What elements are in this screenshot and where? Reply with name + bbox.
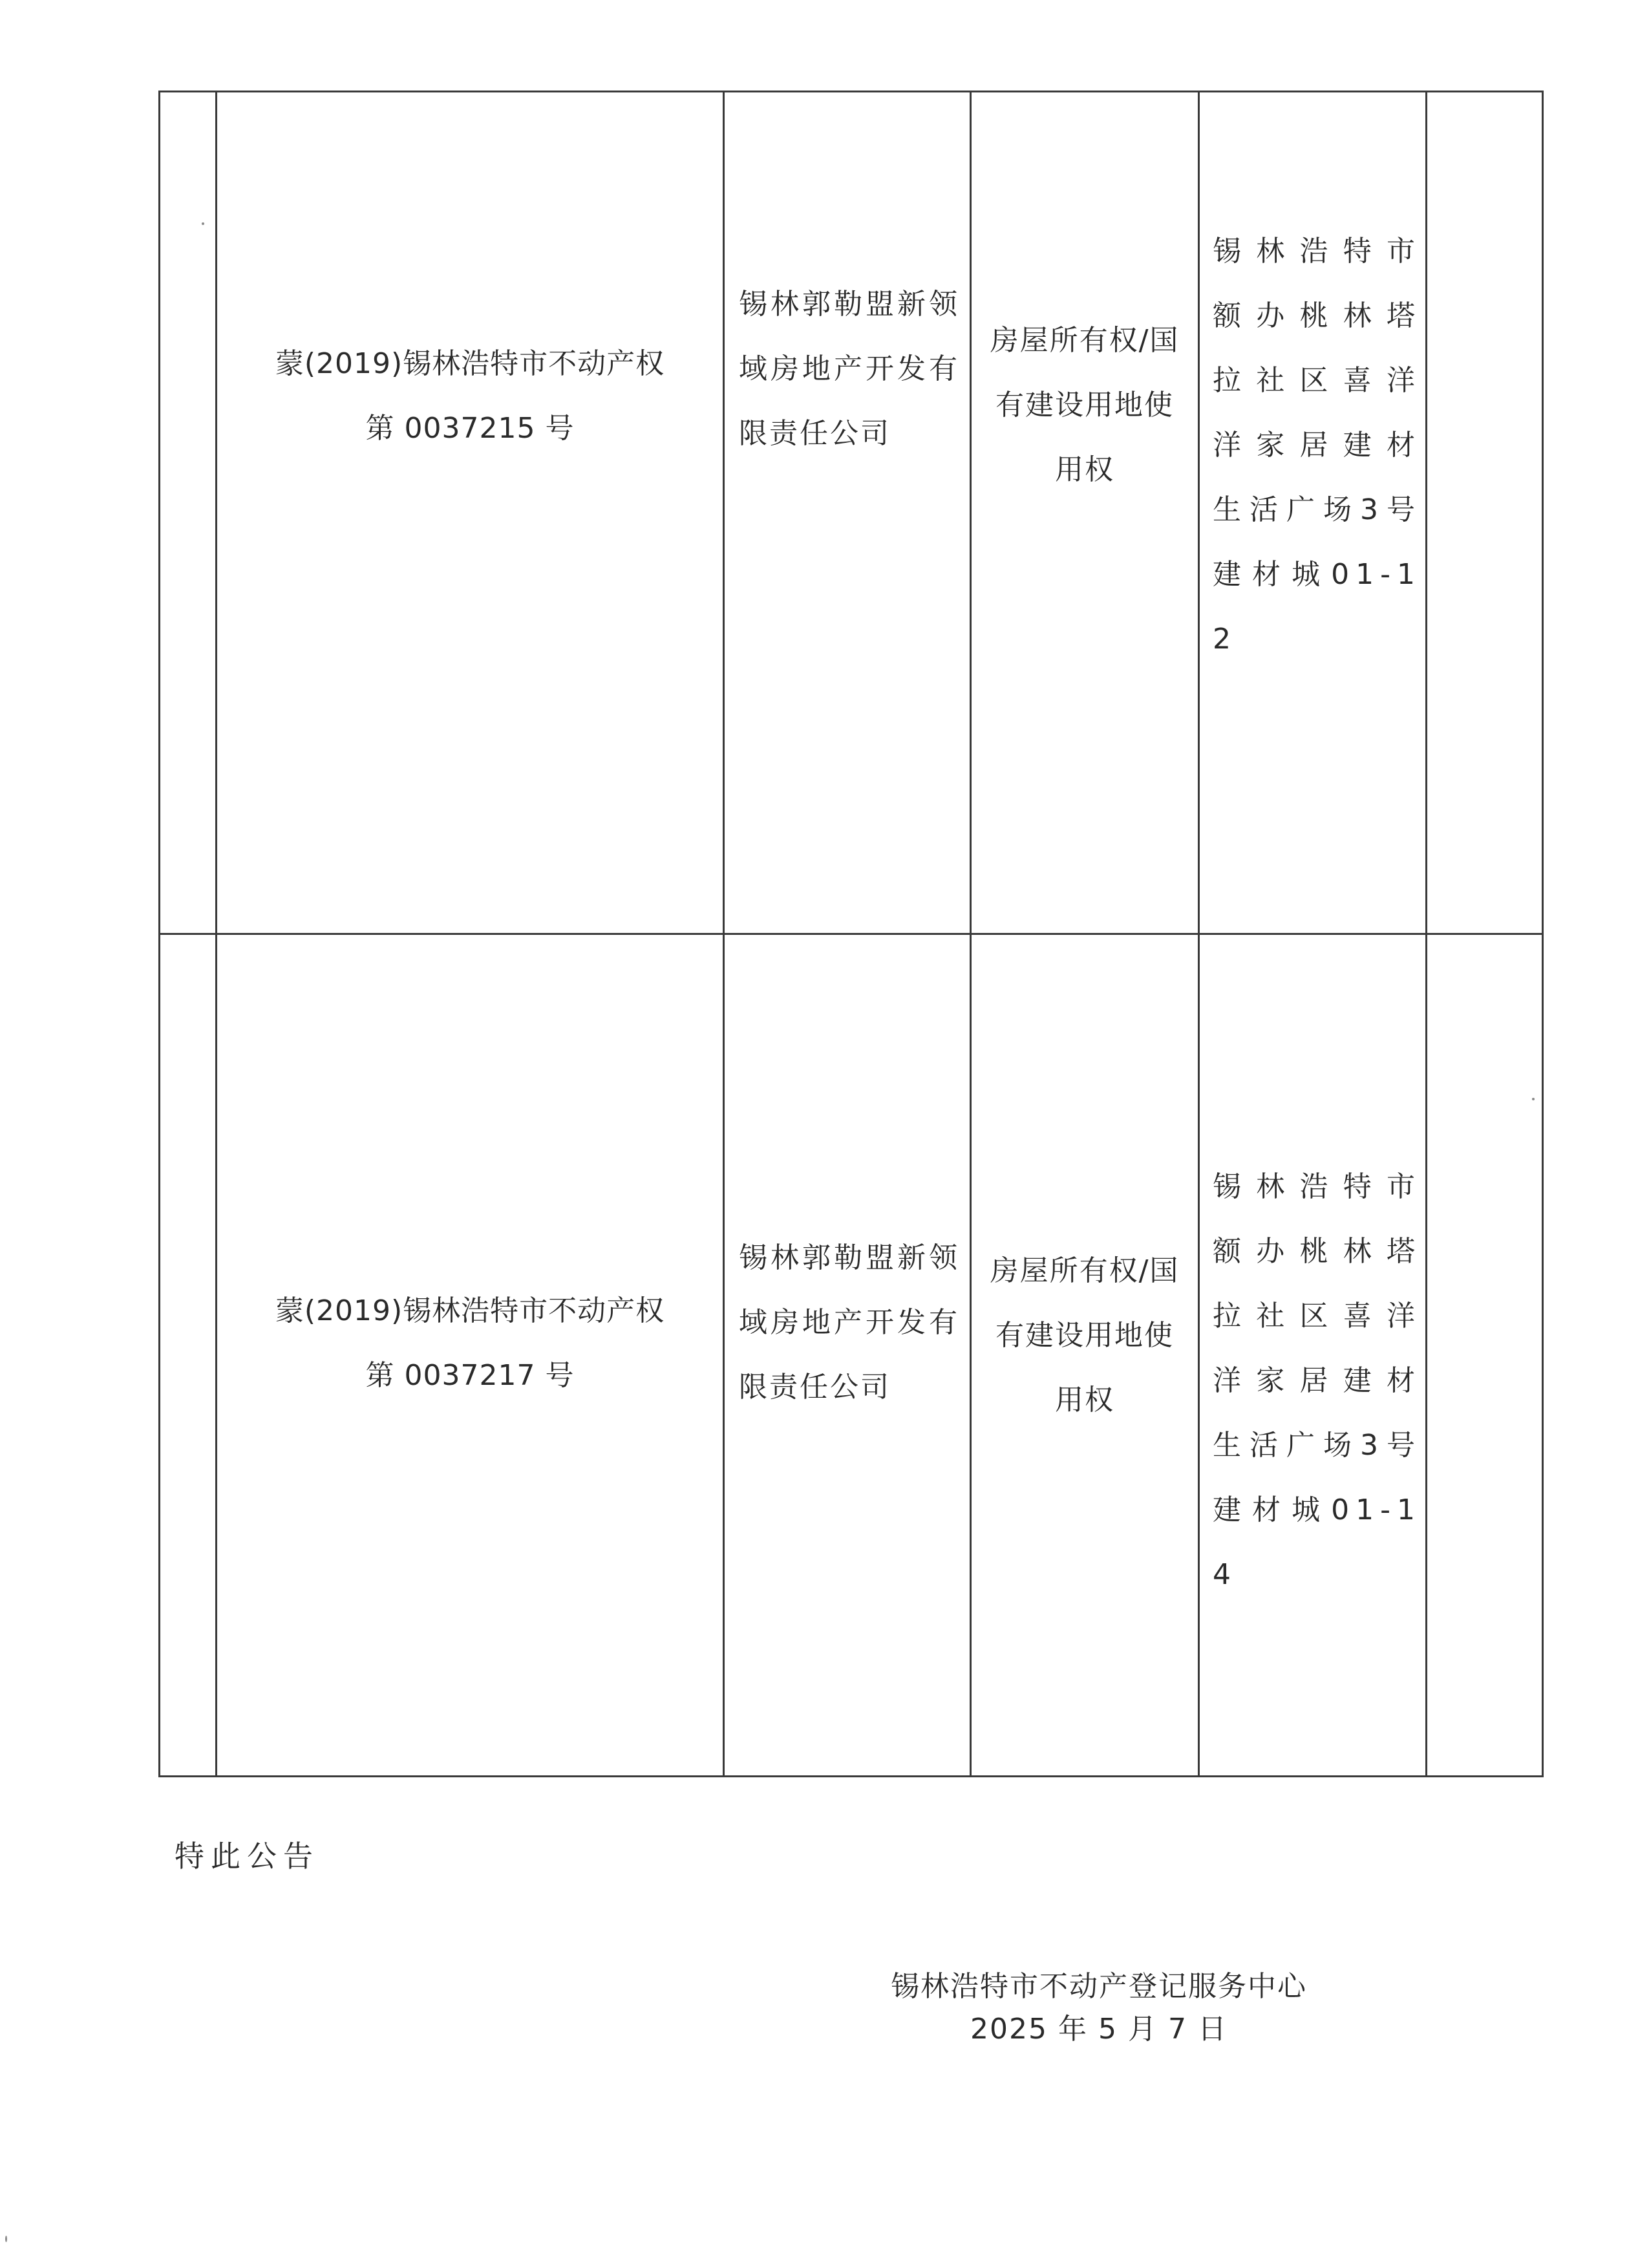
table-row bbox=[160, 92, 1543, 934]
location-cell bbox=[1199, 934, 1427, 1777]
property-location: 锡林浩特市额办桃林塔拉社区喜洋洋家居建材生活广场3号建材城01-12 bbox=[1213, 235, 1421, 656]
closing-remark: 特此公告 bbox=[175, 1839, 319, 1874]
note-cell bbox=[1427, 934, 1543, 1777]
certificate-number-line1: 蒙(2019)锡林浩特市不动产权 bbox=[275, 1294, 665, 1327]
right-type-line1: 房屋所有权/国 bbox=[990, 1254, 1180, 1287]
right-type-line2: 有建设用地使 bbox=[995, 1319, 1174, 1352]
note-cell bbox=[1427, 92, 1543, 934]
scan-speck bbox=[202, 222, 204, 225]
location-cell bbox=[1199, 92, 1427, 934]
scan-speck bbox=[5, 2236, 7, 2242]
certificate-cell bbox=[217, 92, 724, 934]
right-type-line2: 有建设用地使 bbox=[995, 389, 1174, 422]
owner-name: 锡林郭勒盟新领域房地产开发有限责任公司 bbox=[739, 1241, 959, 1404]
owner-cell bbox=[724, 934, 971, 1777]
right-type-line3: 用权 bbox=[1055, 453, 1114, 486]
property-location: 锡林浩特市额办桃林塔拉社区喜洋洋家居建材生活广场3号建材城01-14 bbox=[1213, 1170, 1421, 1591]
index-cell bbox=[160, 934, 217, 1777]
index-cell bbox=[160, 92, 217, 934]
certificate-number-line1: 蒙(2019)锡林浩特市不动产权 bbox=[275, 347, 665, 380]
owner-name: 锡林郭勒盟新领域房地产开发有限责任公司 bbox=[739, 288, 959, 450]
table-row bbox=[160, 934, 1543, 1777]
scan-speck bbox=[1532, 1098, 1535, 1100]
right-type-cell bbox=[971, 92, 1199, 934]
certificate-cell bbox=[217, 934, 724, 1777]
issuing-organization: 锡林浩特市不动产登记服务中心 bbox=[891, 1970, 1307, 2003]
issue-date: 2025 年 5 月 7 日 bbox=[970, 2013, 1228, 2046]
right-type-cell bbox=[971, 934, 1199, 1777]
right-type-line3: 用权 bbox=[1055, 1384, 1114, 1417]
certificate-number-line2: 第 0037215 号 bbox=[365, 412, 575, 445]
signoff-block bbox=[866, 1965, 1332, 2051]
property-table bbox=[158, 91, 1544, 1777]
right-type-line1: 房屋所有权/国 bbox=[990, 324, 1180, 357]
certificate-number-line2: 第 0037217 号 bbox=[365, 1359, 575, 1392]
owner-cell bbox=[724, 92, 971, 934]
